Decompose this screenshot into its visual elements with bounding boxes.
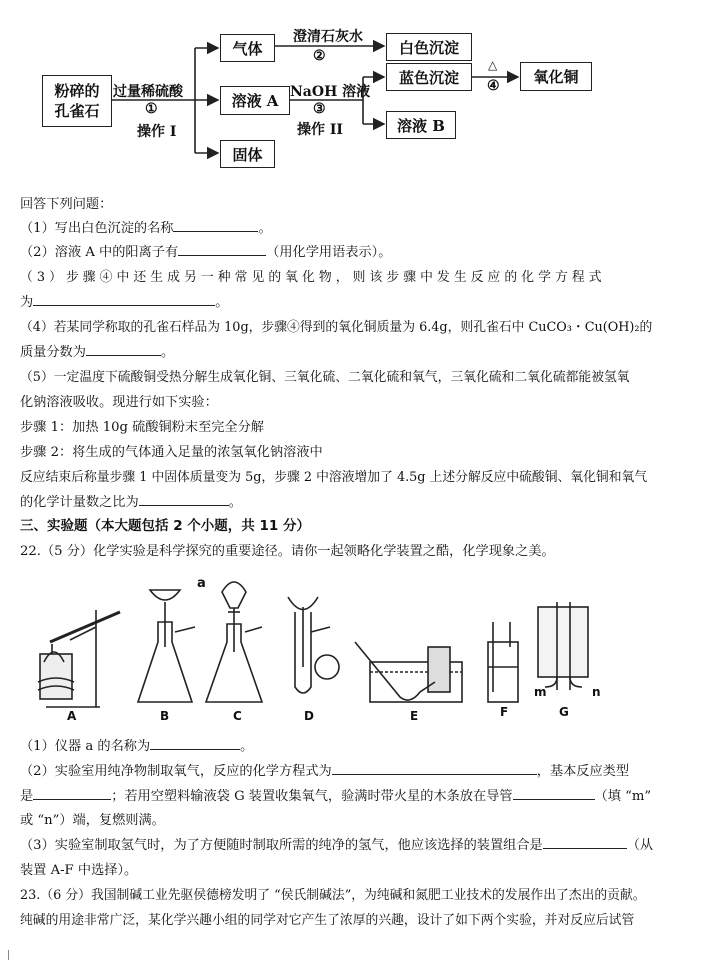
port-label-m: m [534, 685, 547, 699]
answer-blank-22-3[interactable] [543, 847, 627, 849]
apparatus-e-drawing [355, 642, 462, 702]
flow-box-blue-ppt: 蓝色沉淀 [386, 63, 472, 91]
question-1-text: （1）写出白色沉淀的名称 [20, 221, 174, 236]
apparatus-label-d: D [304, 709, 314, 723]
page-corner-mark-right [704, 950, 714, 960]
question-5d-text: 的化学计量数之比为 [20, 495, 139, 510]
apparatus-label-a: A [67, 709, 77, 723]
edge-3-label: NaOH 溶液 [290, 84, 371, 100]
question-4-line-2 [20, 343, 174, 362]
edge-2-label: 澄清石灰水 [293, 29, 363, 45]
apparatus-figure [0, 572, 714, 722]
question-1 [20, 219, 272, 238]
apparatus-label-e: E [410, 709, 419, 723]
question-22-intro: 22.（5 分）化学实验是科学探究的重要途径。请你一起领略化学装置之酷，化学现象之美。 [20, 544, 555, 559]
question-23-line-2: 纯碱的用途非常广泛，某化学兴趣小组的同学对它产生了浓厚的兴趣，设计了如下两个实验，并对反应后试管 [20, 913, 635, 928]
question-5-line-2: 化钠溶液吸收。现进行如下实验： [20, 395, 218, 410]
section-3-heading: 三、实验题（本大题包括 2 个小题，共 11 分） [20, 518, 310, 534]
question-5-step-1: 步骤 1：加热 10g 硫酸铜粉末至完全分解 [20, 420, 264, 435]
question-22-2-text: （2）实验室用纯净物制取氧气，反应的化学方程式为 [20, 764, 332, 779]
question-22-2 [20, 762, 629, 781]
question-4b-text: 质量分数为 [20, 345, 86, 360]
questions-intro: 回答下列问题： [20, 197, 113, 212]
answer-blank-2[interactable] [178, 254, 266, 256]
edge-1-label: 过量稀硫酸 [113, 84, 183, 100]
question-22-2-mid: ，基本反应类型 [536, 764, 630, 779]
edge-1-number: ① [145, 101, 158, 117]
page-corner-mark-left [8, 950, 19, 960]
question-22-1-end: 。 [240, 739, 254, 754]
question-23: 23.（6 分）我国制碱工业先驱侯德榜发明了 “侯氏制碱法”，为纯碱和氮肥工业技术的发展作出了杰出的贡献。 [20, 888, 646, 903]
question-22-2-line-2 [20, 787, 651, 806]
apparatus-label-b: B [160, 709, 170, 723]
question-5d-end: 。 [228, 495, 242, 510]
question-22-3 [20, 836, 653, 855]
apparatus-c-drawing [206, 582, 262, 702]
apparatus-g-drawing [538, 602, 588, 690]
label-instrument-a: a [197, 576, 206, 591]
question-2-end: （用化学用语表示）。 [266, 245, 392, 260]
apparatus-label-f: F [500, 705, 509, 719]
question-2-text: （2）溶液 A 中的阳离子有 [20, 245, 179, 260]
question-22-2b-text: 是 [20, 789, 34, 804]
question-4: （4）若某同学称取的孔雀石样品为 10g，步骤④得到的氧化铜质量为 6.4g，则孔雀石中 CuCO₃・Cu(OH)₂的 [20, 320, 653, 335]
question-5-line-3: 反应结束后称量步骤 1 中固体质量变为 5g，步骤 2 中溶液增加了 4.5g 上述分解反应中硫酸铜、氧化铜和氧气 [20, 470, 648, 485]
flow-box-solution-a: 溶液 A [220, 86, 290, 115]
question-22-2b-end: （填 “m” [594, 789, 652, 804]
flow-box-malachite: 粉碎的 孔雀石 [42, 75, 112, 127]
answer-blank-22-2a[interactable] [332, 773, 537, 775]
answer-blank-3[interactable] [33, 304, 215, 306]
answer-blank-22-2c[interactable] [513, 798, 595, 800]
answer-blank-22-1[interactable] [150, 748, 240, 750]
flow-box-copper-oxide: 氧化铜 [520, 62, 592, 91]
flow-box-solid: 固体 [220, 140, 275, 168]
answer-blank-5[interactable] [139, 504, 229, 506]
answer-blank-1[interactable] [173, 230, 258, 232]
edge-4-number: ④ [487, 78, 500, 94]
question-1-end: 。 [258, 221, 272, 236]
edge-2-number: ② [313, 48, 326, 64]
apparatus-b-drawing [138, 590, 195, 702]
answer-blank-22-2b[interactable] [33, 798, 111, 800]
apparatus-label-c: C [233, 709, 242, 723]
question-22-1 [20, 737, 253, 756]
question-5-step-2: 步骤 2：将生成的气体通入足量的浓氢氧化钠溶液中 [20, 445, 323, 460]
edge-3-operation: 操作 II [297, 122, 343, 138]
apparatus-f-drawing [488, 622, 518, 702]
answer-blank-4[interactable] [86, 354, 161, 356]
flow-box-solution-b: 溶液 B [386, 111, 456, 139]
edge-1-operation: 操作 I [137, 124, 177, 140]
question-5-line-4 [20, 493, 242, 512]
question-22-2-line-3: 或 “n”）端，复燃则满。 [20, 813, 165, 828]
question-22-3-text: （3）实验室制取氢气时，为了方便随时制取所需的纯净的氢气，他应该选择的装置组合是 [20, 838, 543, 853]
question-5: （5）一定温度下硫酸铜受热分解生成氧化铜、三氧化硫、二氧化硫和氧气，三氧化硫和二氧化硫都能被氢氧 [20, 370, 630, 385]
question-3: （ 3 ） 步 骤 ④ 中 还 生 成 另 一 种 常 见 的 氧 化 物 ， 则 该 步 骤 中 发 生 反 应 的 化 学 方 程 式 [20, 270, 602, 285]
apparatus-d-drawing [288, 597, 339, 693]
question-3-line-2 [20, 293, 228, 312]
question-22-3-line-2: 装置 A-F 中选择）。 [20, 863, 138, 878]
question-3b-end: 。 [215, 295, 229, 310]
edge-3-number: ③ [313, 101, 326, 117]
flow-box-gas: 气体 [220, 34, 275, 62]
question-3b-text: 为 [20, 295, 34, 310]
flowchart [0, 0, 714, 185]
edge-4-heat-symbol: △ [488, 58, 498, 72]
apparatus-a-drawing [38, 610, 120, 707]
question-22-3-end: （从 [626, 838, 654, 853]
question-22-1-text: （1）仪器 a 的名称为 [20, 739, 151, 754]
port-label-n: n [592, 685, 601, 699]
apparatus-label-g: G [559, 705, 569, 719]
question-2 [20, 243, 391, 262]
question-4b-end: 。 [160, 345, 175, 360]
flow-box-white-ppt: 白色沉淀 [386, 33, 472, 61]
question-22-2b-mid: ；若用空塑料输液袋 G 装置收集氧气，验满时带火星的木条放在导管 [111, 789, 513, 804]
